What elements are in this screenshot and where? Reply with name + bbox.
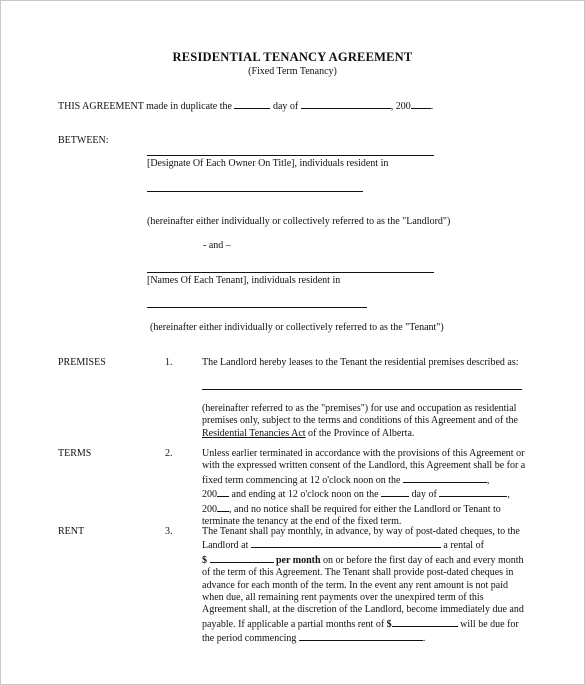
end-month-blank[interactable] — [439, 487, 507, 497]
rent-label: RENT — [58, 526, 85, 537]
partial-rent-dollar-sign: $ — [386, 618, 392, 630]
tenant-residence-line[interactable] — [147, 307, 367, 308]
terms-line-4b: and ending at 12 o'clock noon on the — [231, 489, 379, 501]
intro-text-4: . — [430, 101, 434, 112]
terms-label: TERMS — [58, 448, 92, 459]
terms-line-5a: 200 — [202, 503, 217, 515]
rent-line-9-text: the period commencing — [202, 633, 297, 645]
start-date-blank[interactable] — [403, 473, 487, 483]
end-year-blank[interactable] — [217, 502, 229, 512]
premises-p2-line-3 — [202, 428, 532, 440]
date-month-blank[interactable] — [301, 99, 391, 109]
date-year-blank[interactable] — [411, 99, 431, 109]
between-label: BETWEEN: — [58, 135, 109, 146]
document-subtitle: (Fixed Term Tenancy) — [248, 66, 337, 77]
partial-rent-blank[interactable] — [392, 617, 458, 627]
per-month-text: per month — [276, 554, 321, 566]
rent-line-2 — [202, 538, 532, 552]
terms-line-2: with the expressed written consent of the Landlord, this Agreement shall be for a — [202, 460, 526, 472]
intro-line — [58, 99, 433, 113]
intro-text-3: , 200 — [390, 101, 411, 112]
terms-line-3-text: fixed term commencing at 12 o'clock noon on the — [202, 474, 401, 486]
rent-line-9: the period commencing . — [202, 633, 426, 645]
rent-line-2b: a rental of — [443, 540, 484, 552]
rent-paragraph — [202, 526, 532, 646]
premises-description-line[interactable] — [202, 389, 522, 390]
terms-number: 2. — [165, 448, 173, 459]
act-name: Residential Tenancies Act — [202, 427, 306, 439]
rent-line-2a: Landlord at — [202, 540, 249, 552]
end-day-blank[interactable] — [381, 487, 409, 497]
terms-paragraph — [202, 448, 532, 528]
rent-number: 3. — [165, 526, 173, 537]
terms-line-6: terminate the tenancy at the end of the fixed term. — [202, 516, 402, 528]
premises-p2-line-2: premises only, subject to the terms and conditions of this Agreement and of the — [202, 415, 518, 427]
terms-line-5b: , and no notice shall be required for either the Landlord or Tenant to — [229, 503, 501, 515]
partial-period-blank[interactable] — [299, 631, 423, 641]
terms-line-5 — [202, 502, 532, 516]
landlord-residence-line[interactable] — [147, 191, 363, 192]
rent-line-8 — [202, 617, 532, 631]
rent-line-3c: on or before the first day of each and every month — [320, 554, 524, 566]
premises-number: 1. — [165, 357, 173, 368]
terms-line-4: 200 and ending at 12 o'clock noon on the day of , — [202, 489, 510, 501]
terms-line-4c: day of — [411, 489, 437, 501]
landlord-reference-text: (hereinafter either individually or collectively referred to as the "Landlord") — [147, 216, 451, 227]
intro-text-1: THIS AGREEMENT made in duplicate the — [58, 101, 232, 112]
tenant-name-line[interactable] — [147, 272, 434, 273]
rent-line-1: The Tenant shall pay monthly, in advance, by way of post-dated cheques, to the — [202, 526, 520, 537]
rent-line-3 — [202, 553, 532, 567]
premises-label: PREMISES — [58, 357, 106, 368]
terms-line-3: fixed term commencing at 12 o'clock noon on the , — [202, 474, 490, 486]
premises-line-1: The Landlord hereby leases to the Tenant the residential premises described as: — [202, 357, 519, 368]
terms-line-4a: 200 — [202, 489, 217, 501]
landlord-name-line[interactable] — [147, 155, 434, 156]
rent-line-4: of the term of this Agreement. The Tenant shall provide post-dated cheques in — [202, 567, 514, 579]
rent-line-7: Agreement shall, at the discretion of the Landlord, become immediately due and — [202, 604, 524, 616]
premises-p2-line-3-rest: of the Province of Alberta. — [305, 427, 415, 439]
rent-line-6: when due, all remaining rent payments over the unexpired term of this — [202, 592, 484, 604]
rent-line-8a: payable. If applicable a partial months rent of — [202, 618, 385, 630]
payment-address-blank[interactable] — [251, 538, 441, 548]
terms-line-1: Unless earlier terminated in accordance with the provisions of this Agreement or — [202, 448, 525, 459]
rent-line-8c: will be due for — [460, 618, 519, 630]
premises-p2-line-1: (hereinafter referred to as the "premises") for use and occupation as residential — [202, 403, 517, 414]
rent-dollar-sign: $ — [202, 554, 207, 566]
landlord-designate-text: [Designate Of Each Owner On Title], individuals resident in — [147, 158, 389, 169]
monthly-rent-blank[interactable] — [210, 553, 274, 563]
rent-line-5: advance for each month of the term. In the event any rent amount is not paid — [202, 579, 509, 591]
start-year-blank[interactable] — [217, 487, 229, 497]
date-day-blank[interactable] — [234, 99, 270, 109]
premises-paragraph — [202, 403, 532, 440]
document-title: RESIDENTIAL TENANCY AGREEMENT — [172, 50, 413, 64]
tenant-designate-text: [Names Of Each Tenant], individuals resident in — [147, 275, 341, 286]
intro-text-2: day of — [272, 101, 299, 112]
and-separator: - and – — [203, 240, 231, 251]
tenant-reference-text: (hereinafter either individually or collectively referred to as the "Tenant") — [150, 322, 444, 333]
